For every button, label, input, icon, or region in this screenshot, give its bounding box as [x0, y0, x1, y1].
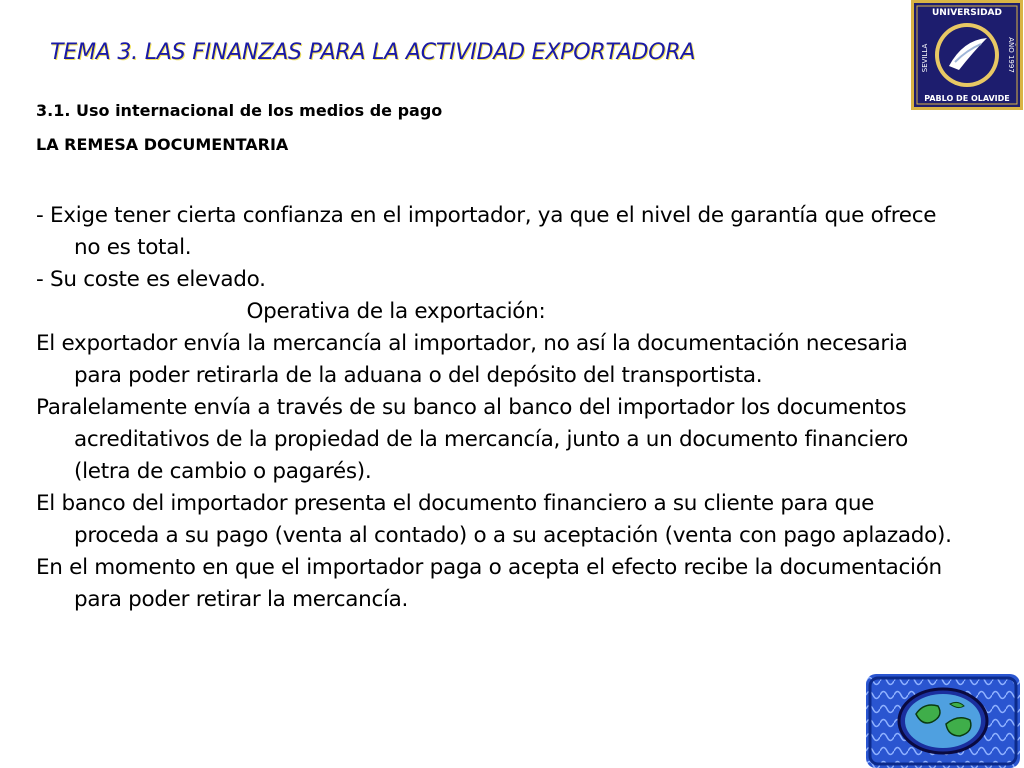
paragraph: El exportador envía la mercancía al importador, no así la documentación necesaria para poder retirarla de la aduana o del depósito del transportista. [36, 331, 908, 388]
paragraph: El banco del importador presenta el documento financiero a su cliente para que proceda a su pago (venta al contado) o a su aceptación (venta con pago aplazado). [36, 491, 952, 548]
section-subtitle: 3.1. Uso internacional de los medios de pago [36, 101, 443, 120]
globe-icon [866, 674, 1020, 768]
university-seal-icon [911, 0, 1023, 110]
slide-title: TEMA 3. LAS FINANZAS PARA LA ACTIVIDAD EXPORTADORA [50, 40, 696, 65]
logo-bottom-text: PABLO DE OLAVIDE [924, 94, 1010, 103]
slide-body [36, 200, 956, 616]
paragraph: Paralelamente envía a través de su banco al banco del importador los documentos acreditativos de la propiedad de la mercancía, junto a un documento financiero (letra de cambio o pagarés). [36, 395, 908, 484]
logo-top-text: UNIVERSIDAD [932, 8, 1002, 18]
paragraph: - Su coste es elevado. [36, 267, 266, 292]
paragraph: - Exige tener cierta confianza en el importador, ya que el nivel de garantía que ofrece no es total. [36, 203, 937, 260]
logo-right-text: AÑO 1997 [1007, 37, 1015, 73]
logo-left-text: SEVILLA [921, 43, 929, 73]
topic-subtitle: LA REMESA DOCUMENTARIA [36, 135, 289, 154]
paragraph: En el momento en que el importador paga o acepta el efecto recibe la documentación para poder retirar la mercancía. [36, 555, 942, 612]
paragraph-heading: Operativa de la exportación: [246, 299, 546, 324]
